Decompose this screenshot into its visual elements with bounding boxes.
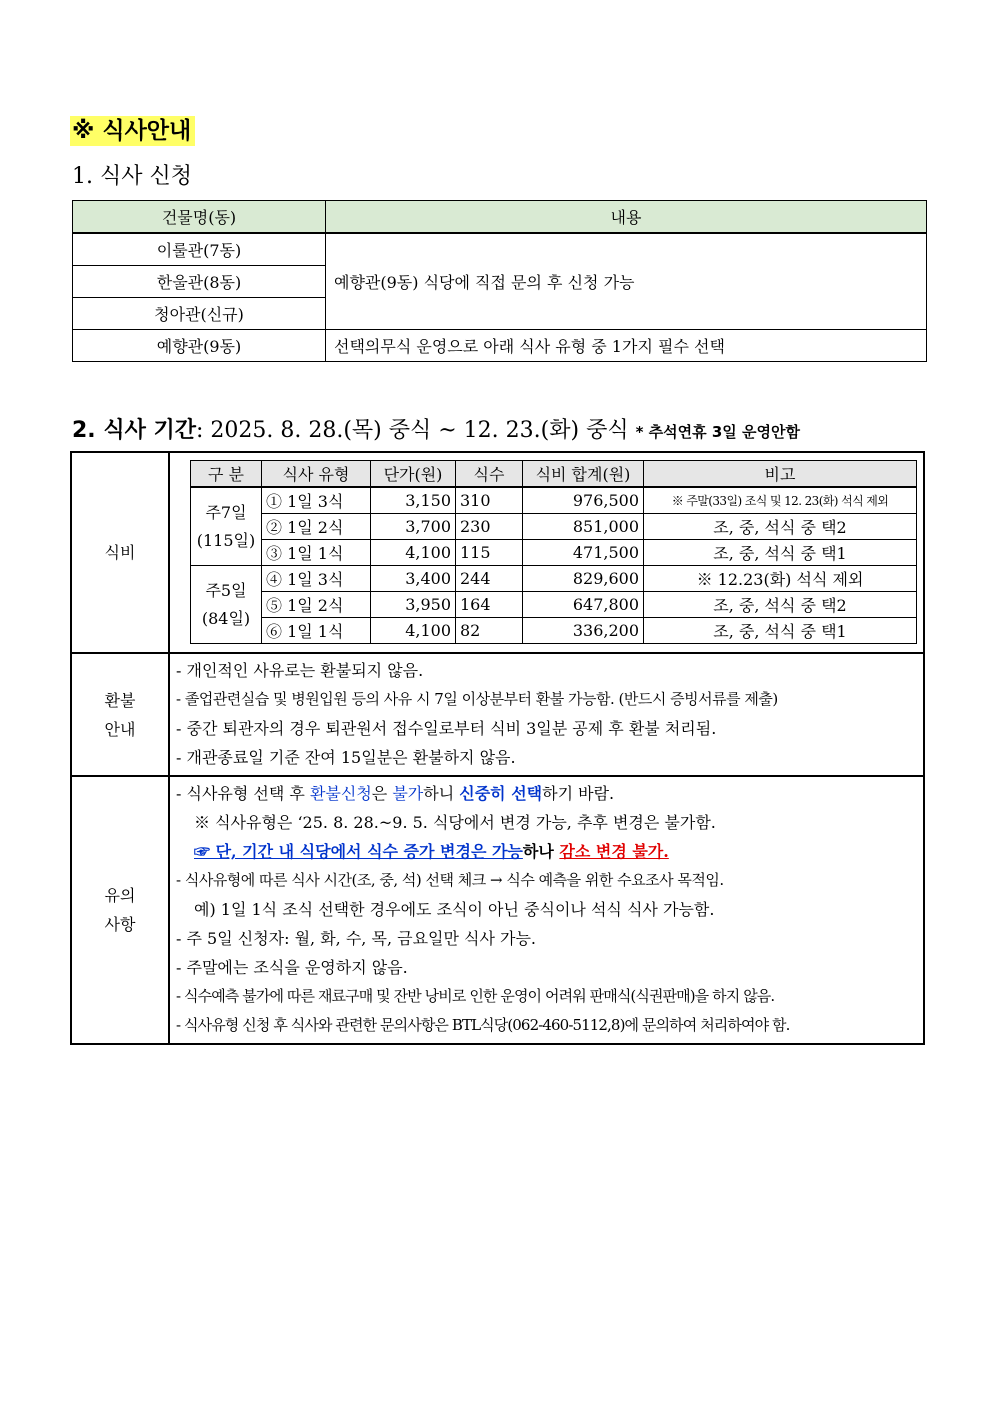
meal-count: 230 bbox=[456, 514, 523, 540]
fee-note: 조, 중, 석식 중 택2 bbox=[644, 514, 917, 540]
caution-text: 하니 bbox=[423, 784, 460, 803]
caution-label-line: 사항 bbox=[104, 915, 136, 934]
caution-line: - 주 5일 신청자: 월, 화, 수, 목, 금요일만 식사 가능. bbox=[176, 929, 537, 948]
group-cell bbox=[191, 487, 262, 566]
refund-line: - 졸업관련실습 및 병원입원 등의 사유 시 7일 이상분부터 환불 가능함. (반드시 증빙서류를 제출) bbox=[176, 690, 778, 708]
caution-text: 은 bbox=[371, 784, 393, 803]
meal-info-table bbox=[70, 451, 925, 1045]
fee-total: 471,500 bbox=[523, 540, 644, 566]
section1-title: 1. 식사 신청 bbox=[72, 164, 192, 189]
section2-title bbox=[72, 417, 800, 446]
refund-request-text: 환불신청 bbox=[309, 784, 372, 803]
caution-line bbox=[176, 837, 919, 866]
caution-line: - 식수예측 불가에 따른 재료구매 및 잔반 낭비로 인한 운영이 어려워 판매식(식권판매)을 하지 않음. bbox=[176, 987, 775, 1005]
header-building: 건물명(동) bbox=[73, 201, 326, 234]
caution-lines bbox=[169, 776, 924, 1044]
caution-line: ※ 식사유형은 ‘25. 8. 28.~9. 5. 식당에서 변경 가능, 추후 변경은 불가함. bbox=[194, 813, 716, 832]
unit-price: 3,150 bbox=[371, 487, 456, 514]
merged-content-cell: 예향관(9동) 식당에 직접 문의 후 신청 가능 bbox=[326, 233, 927, 330]
fee-note: 조, 중, 석식 중 택1 bbox=[644, 540, 917, 566]
unit-price: 4,100 bbox=[371, 540, 456, 566]
not-allowed-text: 불가 bbox=[392, 784, 424, 803]
content-cell: 선택의무식 운영으로 아래 식사 유형 중 1가지 필수 선택 bbox=[326, 330, 927, 362]
application-table bbox=[72, 200, 927, 362]
section2-note: * 추석연휴 3일 운영안함 bbox=[635, 423, 800, 441]
caution-text: 하기 바람. bbox=[542, 784, 615, 803]
careful-select-text: 신중히 선택 bbox=[459, 784, 543, 803]
fee-table bbox=[190, 460, 917, 644]
refund-line: - 개인적인 사유로는 환불되지 않음. bbox=[176, 661, 424, 680]
meal-type: ⑥ 1일 1식 bbox=[262, 618, 371, 644]
caution-line: 예) 1일 1식 조식 선택한 경우에도 조식이 아닌 중식이나 석식 식사 가능함. bbox=[194, 900, 715, 919]
meal-type: ① 1일 3식 bbox=[262, 487, 371, 514]
refund-label-line: 안내 bbox=[104, 719, 136, 739]
caution-line: - 식사유형 신청 후 식사와 관련한 문의사항은 BTL식당(062-460-5112,8)에 문의하여 처리하여야 함. bbox=[176, 1016, 790, 1034]
table-row bbox=[191, 540, 917, 566]
fee-note: 조, 중, 석식 중 택2 bbox=[644, 592, 917, 618]
fee-note: ※ 주말(33일) 조식 및 12. 23(화) 석식 제외 bbox=[644, 487, 917, 514]
page-heading: ※ 식사안내 bbox=[70, 116, 195, 146]
table-row bbox=[191, 487, 917, 514]
caution-line: - 식사유형에 따른 식사 시간(조, 중, 석) 선택 체크 → 식수 예측을 위한 수요조사 목적임. bbox=[176, 871, 724, 889]
fee-total: 647,800 bbox=[523, 592, 644, 618]
fee-header: 식사 유형 bbox=[262, 461, 371, 488]
increase-change-text: ☞ 단, 기간 내 식당에서 식수 증가 변경은 가능 bbox=[194, 842, 523, 861]
unit-price: 3,700 bbox=[371, 514, 456, 540]
caution-line bbox=[176, 779, 919, 808]
refund-line: - 개관종료일 기준 잔여 15일분은 환불하지 않음. bbox=[176, 748, 516, 767]
meal-count: 164 bbox=[456, 592, 523, 618]
meal-count: 82 bbox=[456, 618, 523, 644]
fee-total: 336,200 bbox=[523, 618, 644, 644]
refund-label-line: 환불 bbox=[104, 690, 136, 710]
caution-label-line: 유의 bbox=[104, 886, 136, 905]
caution-label bbox=[71, 776, 169, 1044]
fee-header: 식수 bbox=[456, 461, 523, 488]
meal-type: ④ 1일 3식 bbox=[262, 566, 371, 592]
fee-label: 식비 bbox=[71, 452, 169, 653]
table-row bbox=[191, 618, 917, 644]
group-days: (115일) bbox=[196, 530, 256, 550]
meal-type: ⑤ 1일 2식 bbox=[262, 592, 371, 618]
decrease-not-allowed-text: 감소 변경 불가. bbox=[559, 842, 669, 861]
fee-note: ※ 12.23(화) 석식 제외 bbox=[644, 566, 917, 592]
header-content: 내용 bbox=[326, 201, 927, 234]
section2-title-bold: 2. 식사 기간 bbox=[72, 418, 196, 443]
group-cell bbox=[191, 566, 262, 644]
caution-line: - 주말에는 조식을 운영하지 않음. bbox=[176, 958, 408, 977]
building-cell: 청아관(신규) bbox=[73, 298, 326, 330]
caution-text: 하나 bbox=[522, 842, 560, 861]
meal-count: 115 bbox=[456, 540, 523, 566]
group-days: (84일) bbox=[201, 608, 251, 628]
caution-text: - 식사유형 선택 후 bbox=[176, 784, 310, 803]
unit-price: 4,100 bbox=[371, 618, 456, 644]
fee-total: 851,000 bbox=[523, 514, 644, 540]
section2-period: : 2025. 8. 28.(목) 중식 ~ 12. 23.(화) 중식 bbox=[196, 418, 629, 443]
fee-header: 식비 합계(원) bbox=[523, 461, 644, 488]
fee-note: 조, 중, 석식 중 택1 bbox=[644, 618, 917, 644]
meal-type: ② 1일 2식 bbox=[262, 514, 371, 540]
table-row bbox=[191, 566, 917, 592]
building-cell: 이룰관(7동) bbox=[73, 233, 326, 266]
group-name: 주7일 bbox=[205, 502, 247, 522]
table-row bbox=[191, 592, 917, 618]
fee-header: 비고 bbox=[644, 461, 917, 488]
meal-count: 310 bbox=[456, 487, 523, 514]
building-cell: 한울관(8동) bbox=[73, 266, 326, 298]
fee-header: 단가(원) bbox=[371, 461, 456, 488]
building-cell: 예향관(9동) bbox=[73, 330, 326, 362]
meal-count: 244 bbox=[456, 566, 523, 592]
fee-header: 구 분 bbox=[191, 461, 262, 488]
fee-total: 976,500 bbox=[523, 487, 644, 514]
group-name: 주5일 bbox=[205, 580, 247, 600]
refund-line: - 중간 퇴관자의 경우 퇴관원서 접수일로부터 식비 3일분 공제 후 환불 처리됨. bbox=[176, 719, 717, 738]
unit-price: 3,950 bbox=[371, 592, 456, 618]
unit-price: 3,400 bbox=[371, 566, 456, 592]
meal-type: ③ 1일 1식 bbox=[262, 540, 371, 566]
refund-label bbox=[71, 653, 169, 776]
table-row bbox=[191, 514, 917, 540]
fee-total: 829,600 bbox=[523, 566, 644, 592]
refund-lines bbox=[169, 653, 924, 776]
